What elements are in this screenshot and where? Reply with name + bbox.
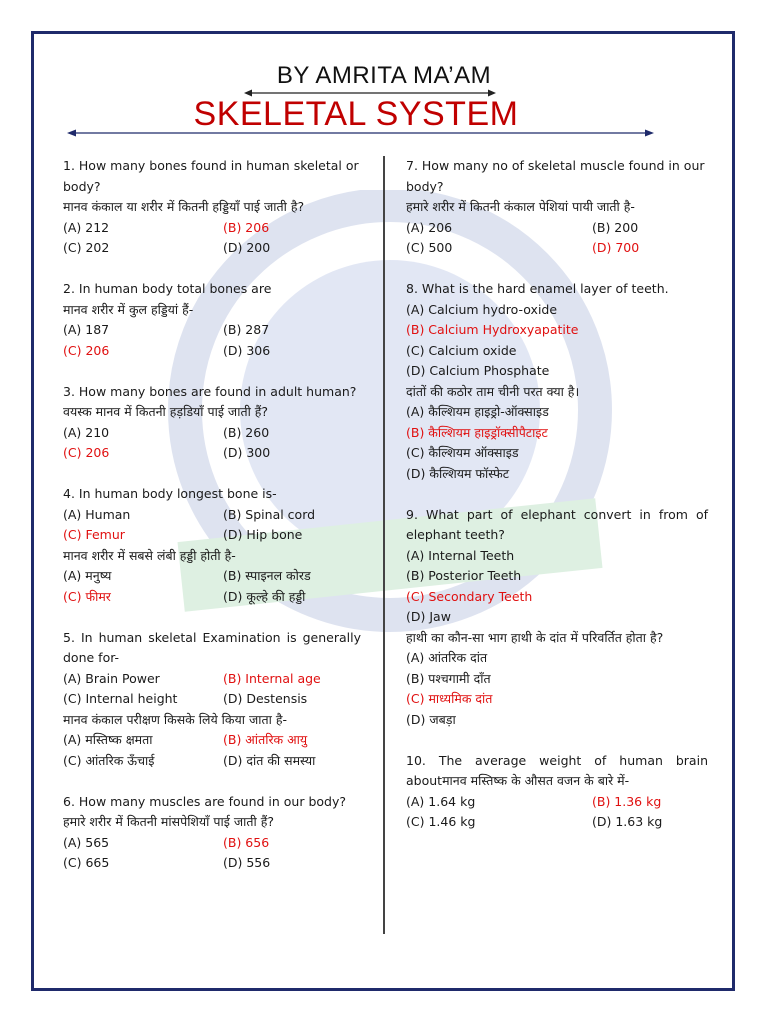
question-5: [63, 628, 361, 772]
option-d-hi: (D) कैल्शियम फॉस्फेट: [406, 465, 510, 481]
option-a: (A) 1.64 kg: [406, 793, 476, 809]
question-text-en: 6. How many muscles are found in our body?: [63, 793, 346, 809]
question-text-en: 2. In human body total bones are: [63, 281, 272, 296]
question-text-hi: हमारे शरीर में कितनी कंकाल पेशियां पायी जाती है-: [406, 199, 635, 214]
question-text-hi: हाथी का कौन-सा भाग हाथी के दांत में परिवर्तित होता है?: [406, 629, 664, 645]
right-column: [406, 156, 708, 853]
option-d: (D) 306: [223, 342, 271, 358]
author-heading: BY AMRITA MA’AM: [276, 62, 492, 89]
option-b-hi: (B) पश्चगामी दाँत: [406, 670, 491, 686]
option-b: (B) 287: [223, 322, 270, 337]
question-text-en: 9. What part of elephant convert in from of elephant teeth?: [406, 506, 708, 542]
option-a: (A) Brain Power: [63, 670, 160, 686]
option-c: (C) Internal height: [63, 691, 178, 706]
question-text-hi: मानव कंकाल या शरीर में कितनी हड्डियाँ पाई जाती है?: [63, 199, 305, 214]
option-d: (D) 1.63 kg: [592, 814, 663, 829]
options-grid-hi: [63, 566, 361, 607]
question-text-hi: दांतों की कठोर ताम चीनी परत क्या है।: [406, 383, 580, 399]
option-b: (B) Posterior Teeth: [406, 568, 522, 583]
option-c-hi: (C) आंतरिक ऊँचाई: [63, 752, 155, 768]
option-b-correct: (B) 1.36 kg: [592, 793, 662, 809]
option-a-hi: (A) मनुष्य: [63, 568, 112, 583]
options-grid-hi: [63, 730, 361, 771]
option-d-hi: (D) दांत की समस्या: [223, 752, 316, 768]
option-a: (A) Internal Teeth: [406, 547, 515, 563]
option-d: (D) Calcium Phosphate: [406, 363, 550, 378]
option-c-correct: (C) Femur: [63, 527, 125, 542]
question-text-en: 7. How many no of skeletal muscle found in our body?: [406, 158, 705, 194]
page-title: SKELETAL SYSTEM: [193, 95, 519, 133]
question-text-hi: वयस्क मानव में कितनी हड़डियाँ पाई जाती हैं?: [63, 404, 269, 419]
option-d-correct: (D) 700: [592, 240, 640, 255]
option-c: (C) Calcium oxide: [406, 342, 517, 358]
option-b-correct: (B) Calcium Hydroxyapatite: [406, 322, 579, 337]
option-a: (A) Human: [63, 506, 131, 522]
question-7: [406, 156, 708, 259]
option-d: (D) Hip bone: [223, 527, 303, 542]
option-a-hi: (A) आंतरिक दांत: [406, 650, 488, 665]
question-6: [63, 792, 361, 874]
options-grid: [406, 792, 708, 833]
option-a: (A) 210: [63, 424, 110, 440]
option-c: (C) 665: [63, 855, 110, 870]
options-grid: [63, 833, 361, 874]
option-d-hi: (D) कूल्हे की हड्डी: [223, 588, 306, 604]
question-text-en: 8. What is the hard enamel layer of teeth.: [406, 281, 669, 296]
option-c-hi-correct: (C) फीमर: [63, 588, 111, 604]
column-divider: [383, 156, 385, 934]
question-text-en: 5. In human skeletal Examination is generally done for-: [63, 629, 361, 665]
question-text: 10. The average weight of human brain aboutमानव मस्तिष्क के औसत वजन के बारे में-: [406, 752, 708, 788]
option-c-correct: (C) Secondary Teeth: [406, 588, 533, 604]
options-grid: [406, 218, 708, 259]
option-c-correct: (C) 206: [63, 445, 110, 460]
option-b: (B) 260: [223, 424, 270, 440]
option-a-hi: (A) मस्तिष्क क्षमता: [63, 732, 153, 747]
options-grid: [63, 423, 361, 464]
option-c: (C) 202: [63, 240, 110, 255]
options-grid-en: [63, 505, 361, 546]
option-b-hi-correct: (B) आंतरिक आयु: [223, 732, 308, 747]
option-d: (D) Jaw: [406, 609, 451, 624]
question-text-hi: हमारे शरीर में कितनी मांसपेशियाँ पाई जाती हैं?: [63, 814, 274, 829]
option-a: (A) Calcium hydro-oxide: [406, 301, 558, 317]
option-c-hi-correct: (C) माध्यमिक दांत: [406, 691, 493, 706]
option-b-hi: (B) स्पाइनल कोरड: [223, 568, 311, 583]
question-1: [63, 156, 361, 259]
option-d-hi: (D) जबड़ा: [406, 711, 456, 727]
question-2: [63, 279, 361, 361]
options-grid: [63, 218, 361, 259]
question-10: [406, 751, 708, 833]
option-c-hi: (C) कैल्शियम ऑक्साइड: [406, 445, 519, 460]
options-grid: [63, 320, 361, 361]
question-text-en: 1. How many bones found in human skeletal or body?: [63, 158, 359, 194]
option-d: (D) 200: [223, 240, 271, 255]
question-text-hi: मानव शरीर में कुल हड्डियां हैं-: [63, 301, 194, 317]
option-b-correct: (B) Internal age: [223, 670, 321, 686]
option-d: (D) 556: [223, 855, 271, 870]
option-a: (A) 187: [63, 322, 110, 337]
option-c: (C) 1.46 kg: [406, 814, 476, 829]
option-b-correct: (B) 656: [223, 834, 270, 850]
option-a: (A) 212: [63, 219, 110, 235]
question-4: [63, 484, 361, 607]
question-3: [63, 382, 361, 464]
question-8: [406, 279, 708, 484]
option-d: (D) Destensis: [223, 691, 308, 706]
option-b: (B) 200: [592, 219, 639, 235]
option-c: (C) 500: [406, 240, 453, 255]
question-text-en: 3. How many bones are found in adult human?: [63, 383, 357, 399]
title-underline-arrow: [67, 128, 654, 138]
option-b-correct: (B) 206: [223, 219, 270, 235]
option-c-correct: (C) 206: [63, 342, 110, 358]
options-grid-en: [63, 669, 361, 710]
option-b: (B) Spinal cord: [223, 506, 316, 522]
left-column: [63, 156, 361, 894]
option-a: (A) 565: [63, 834, 110, 850]
option-a: (A) 206: [406, 219, 453, 235]
question-text-hi: मानव शरीर में सबसे लंबी हड्डी होती है-: [63, 547, 236, 563]
option-a-hi: (A) कैल्शियम हाइड्रो-ऑक्साइड: [406, 404, 549, 419]
question-9: [406, 505, 708, 731]
question-text-en: 4. In human body longest bone is-: [63, 486, 277, 501]
option-d: (D) 300: [223, 445, 271, 460]
option-b-hi-correct: (B) कैल्शियम हाइड्रॉक्सीपैटाइट: [406, 424, 548, 440]
question-text-hi: मानव कंकाल परीक्षण किसके लिये किया जाता है-: [63, 711, 287, 727]
